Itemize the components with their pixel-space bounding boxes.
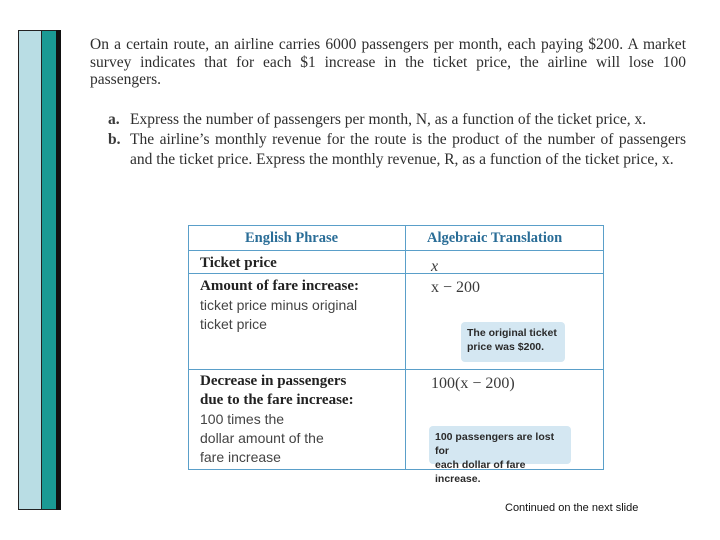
- part-b-text: The airline’s monthly revenue for the route is the product of the number of passengers and the ticket price. Express the monthly revenue, R, as a function of the ticket price, x.: [130, 131, 686, 168]
- row-fare-increase-title: Amount of fare increase:: [200, 278, 359, 294]
- callout-line: each dollar of fare increase.: [435, 459, 526, 485]
- continued-note: Continued on the next slide: [505, 502, 639, 514]
- translation-table: [188, 225, 604, 485]
- part-b-label: b.: [108, 131, 121, 148]
- row-ticket-price-algebraic: x: [431, 258, 439, 275]
- row-fare-increase-line: ticket price minus original: [200, 297, 358, 313]
- row-passenger-decrease-algebraic: 100(x − 200): [431, 375, 515, 392]
- part-a: [108, 110, 686, 130]
- callout-passengers-lost: [429, 426, 571, 485]
- row-divider: [189, 369, 603, 370]
- column-divider: [405, 226, 406, 469]
- callout-line: price was $200.: [467, 341, 545, 353]
- header-algebraic-translation: Algebraic Translation: [427, 230, 563, 246]
- part-a-text: Express the number of passengers per month, N, as a function of the ticket price, x.: [130, 111, 647, 128]
- decorative-stripe-teal: [42, 30, 56, 510]
- table-header: [189, 226, 603, 251]
- callout-original-price: [461, 322, 565, 362]
- row-divider: [189, 273, 603, 274]
- row-passenger-decrease-line: dollar amount of the: [200, 430, 324, 446]
- decorative-stripe-light: [18, 30, 42, 510]
- row-passenger-decrease-title: Decrease in passengers: [200, 373, 347, 389]
- row-passenger-decrease-english: [200, 372, 400, 467]
- row-passenger-decrease-line: fare increase: [200, 449, 281, 465]
- callout-line: 100 passengers are lost for: [435, 431, 555, 457]
- row-fare-increase-line: ticket price: [200, 316, 267, 332]
- decorative-stripe-black: [56, 30, 61, 510]
- problem-statement: On a certain route, an airline carries 6000 passengers per month, each paying $200. A market survey indicates that for each $1 increase in the ticket price, the airline will lose 100 passengers.: [90, 36, 686, 88]
- row-passenger-decrease-title: due to the fare increase:: [200, 392, 354, 408]
- row-ticket-price-english: Ticket price: [200, 255, 277, 271]
- problem-parts: [108, 110, 686, 170]
- callout-line: The original ticket: [467, 327, 557, 339]
- row-fare-increase-algebraic: x − 200: [431, 279, 481, 296]
- part-a-label: a.: [108, 111, 120, 128]
- row-passenger-decrease-line: 100 times the: [200, 411, 285, 427]
- row-fare-increase-english: [200, 277, 400, 334]
- part-b: [108, 130, 686, 170]
- header-english-phrase: English Phrase: [245, 230, 339, 246]
